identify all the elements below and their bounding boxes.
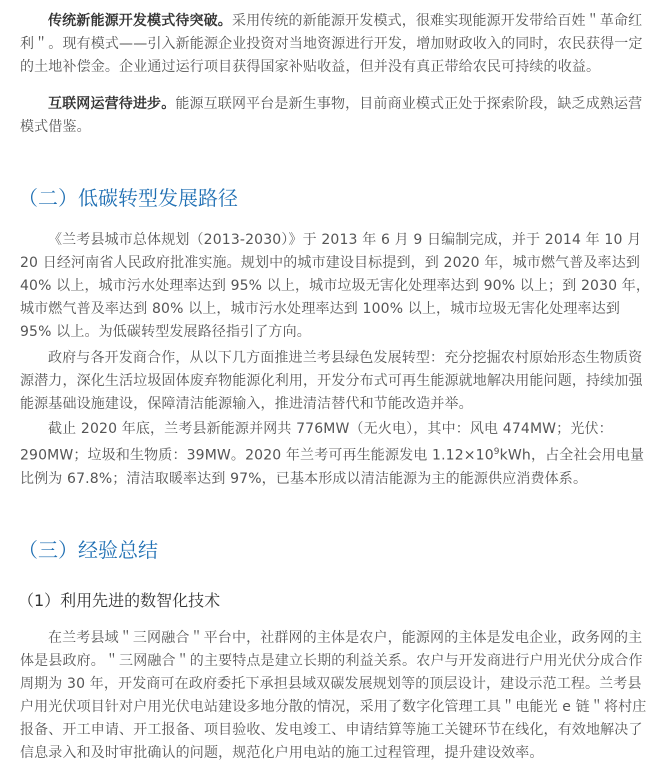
- section-heading-experience-summary: （三）经验总结: [18, 538, 158, 562]
- subsection-heading-digital-tech: （1）利用先进的数智化技术: [18, 591, 221, 610]
- paragraph-body: 采用传统的新能源开发模式，很难实现能源开发带给百姓＂革命红利＂。现有模式——引入新能源企业投资对当地资源进行开发，增加财政收入的同时，农民获得一定的土地补偿金。企业通过运行项目获得国家补贴收益，但并没有真正带给农民可持续的收益。: [20, 13, 643, 75]
- paragraph-city-plan: 《兰考县城市总体规划（2013-2030）》于 2013 年 6 月 9 日编制完成，并于 2014 年 10 月 20 日经河南省人民政府批准实施。规划中的城市建设目标提到，到 2020 年，城市燃气普及率达到 40% 以上，城市污水处理率达到 95% 以上，城市垃圾无害化处理率达到 90% 以上；到 2030 年，城市燃气普及率达到 80% 以上，城市污水处理率达到 100% 以上，城市垃圾无害化处理率达到 95% 以上。为低碳转型发展路径指引了方向。: [20, 232, 651, 340]
- paragraph-lead-bold: 传统新能源开发模式待突破。: [48, 13, 232, 29]
- paragraph-lead-bold: 互联网运营待进步。: [48, 96, 176, 112]
- exponent: 9: [493, 447, 500, 457]
- stats-text-after: kWh，占全社会用电量比例为 67.8%；清洁取暖率达到 97%，已基本形成以清洁能源为主的能源供应消费体系。: [20, 447, 645, 487]
- paragraph-grid-statistics: [20, 418, 652, 491]
- paragraph-green-transition: 政府与各开发商合作，从以下几方面推进兰考县绿色发展转型：充分挖掘农村原始形态生物质资源潜力，深化生活垃圾固体废弃物能源化利用，开发分布式可再生能源就地解决用能问题，持续加强能源基础设施建设，保障清洁能源输入，推进清洁替代和节能改造并举。: [20, 350, 643, 412]
- paragraph-body: 能源互联网平台是新生事物，目前商业模式正处于探索阶段，缺乏成熟运营模式借鉴。: [20, 96, 643, 135]
- section-heading-low-carbon-path: （二）低碳转型发展路径: [18, 186, 238, 210]
- paragraph-traditional-mode: [20, 10, 652, 79]
- paragraph-three-network-fusion: 在兰考县域＂三网融合＂平台中，社群网的主体是农户，能源网的主体是发电企业，政务网的主体是县政府。＂三网融合＂的主要特点是建立长期的利益关系。农户与开发商进行户用光伏分成合作周期为 30 年，开发商可在政府委托下承担县域双碳发展规划等的顶层设计，建设示范工程。兰考县户用光伏项目针对户用光伏电站建设多地分散的情况，采用了数字化管理工具＂电能光 e 链＂将村庄报备、开工申请、开工报备、项目验收、发电竣工、申请结算等施工关键环节在线化，有效地解决了信息录入和及时审批确认的问题，规范化户用电站的施工过程管理，提升建设效率。: [20, 630, 647, 761]
- paragraph-internet-operation: [20, 93, 652, 139]
- stats-text-before: 截止 2020 年底，兰考县新能源并网共 776MW（无火电），其中：风电 474MW；光伏：290MW；垃圾和生物质：39MW。2020 年兰考可再生能源发电 1.12×10: [20, 421, 613, 464]
